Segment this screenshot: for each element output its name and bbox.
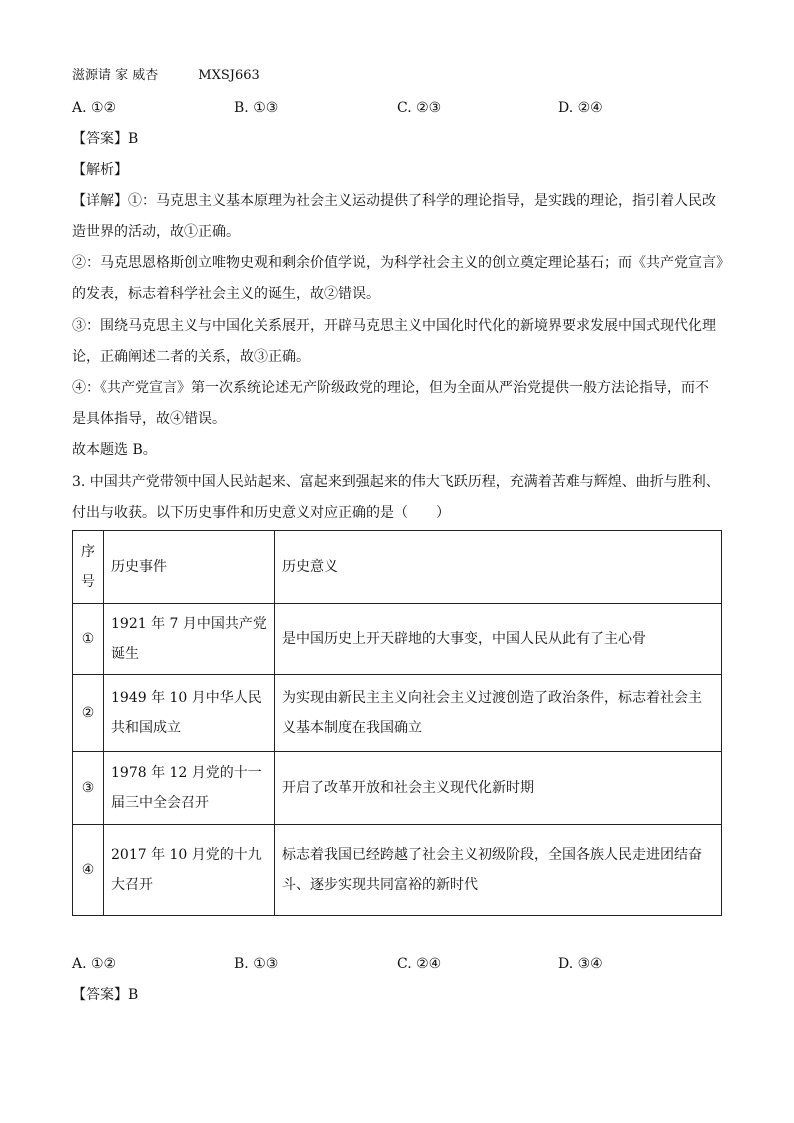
q2-detail-line-2: 造世界的活动，故①正确。	[72, 224, 240, 240]
table-row	[73, 752, 722, 825]
header-cell-meaning: 历史意义	[275, 531, 722, 604]
watermark-line	[72, 66, 260, 86]
watermark-text: 滋源请 家 威杏	[72, 68, 159, 83]
q2-option-d: D. ②④	[558, 100, 603, 116]
row-number: ①	[73, 604, 104, 675]
q2-option-c: C. ②③	[397, 100, 442, 116]
row-event: 1921 年 7 月中国共产党诞生	[104, 604, 275, 675]
header-cell-number: 序号	[73, 531, 104, 604]
row-meaning: 是中国历史上开天辟地的大事变，中国人民从此有了主心骨	[275, 604, 722, 675]
table-row	[73, 604, 722, 675]
row-event: 2017 年 10 月党的十九大召开	[104, 825, 275, 916]
q3-stem-line-2: 付出与收获。以下历史事件和历史意义对应正确的是（ ）	[72, 505, 450, 521]
row-number: ③	[73, 752, 104, 825]
q2-point3-line-2: 论，正确阐述二者的关系，故③正确。	[72, 349, 310, 365]
row-meaning: 为实现由新民主主义向社会主义过渡创造了政治条件，标志着社会主义基本制度在我国确立	[275, 675, 722, 752]
table-row	[73, 825, 722, 916]
q2-point4-line-2: 是具体指导，故④错误。	[72, 411, 226, 427]
q3-option-a: A. ①②	[72, 956, 117, 972]
table-header-row	[73, 531, 722, 604]
watermark-code: MXSJ663	[198, 68, 260, 83]
q2-point2-line-1: ②：马克思恩格斯创立唯物史观和剩余价值学说，为科学社会主义的创立奠定理论基石；而《共产党宣言》	[72, 255, 730, 271]
q3-options	[72, 954, 722, 974]
row-meaning: 标志着我国已经跨越了社会主义初级阶段，全国各族人民走进团结奋斗、逐步实现共同富裕的新时代	[275, 825, 722, 916]
q3-option-c: C. ②④	[397, 956, 442, 972]
row-number: ②	[73, 675, 104, 752]
q3-table	[72, 530, 722, 916]
q2-detail-line-1: 【详解】①：马克思主义基本原理为社会主义运动提供了科学的理论指导，是实践的理论，指引着人民改	[72, 193, 716, 209]
q3-option-d: D. ③④	[558, 956, 603, 972]
q2-conclusion: 故本题选 B。	[72, 442, 157, 458]
q3-answer: 【答案】B	[72, 987, 139, 1003]
q2-answer: 【答案】B	[72, 131, 139, 147]
table-row	[73, 675, 722, 752]
q2-options	[72, 98, 722, 118]
q3-stem-line-1: 3. 中国共产党带领中国人民站起来、富起来到强起来的伟大飞跃历程，充满着苦难与辉煌、曲折与胜利、	[72, 474, 720, 490]
row-meaning: 开启了改革开放和社会主义现代化新时期	[275, 752, 722, 825]
q2-option-b: B. ①③	[234, 100, 279, 116]
q3-option-b: B. ①③	[234, 956, 279, 972]
q2-analysis-heading: 【解析】	[72, 162, 128, 178]
row-event: 1978 年 12 月党的十一届三中全会召开	[104, 752, 275, 825]
q2-point4-line-1: ④：《共产党宣言》第一次系统论述无产阶级政党的理论，但为全面从严治党提供一般方法论指导，而不	[72, 380, 709, 396]
q2-option-a: A. ①②	[72, 100, 117, 116]
row-event: 1949 年 10 月中华人民共和国成立	[104, 675, 275, 752]
q2-point3-line-1: ③：围绕马克思主义与中国化关系展开，开辟马克思主义中国化时代化的新境界要求发展中国式现代化理	[72, 318, 716, 334]
row-number: ④	[73, 825, 104, 916]
header-cell-event: 历史事件	[104, 531, 275, 604]
q2-point2-line-2: 的发表，标志着科学社会主义的诞生，故②错误。	[72, 286, 380, 302]
